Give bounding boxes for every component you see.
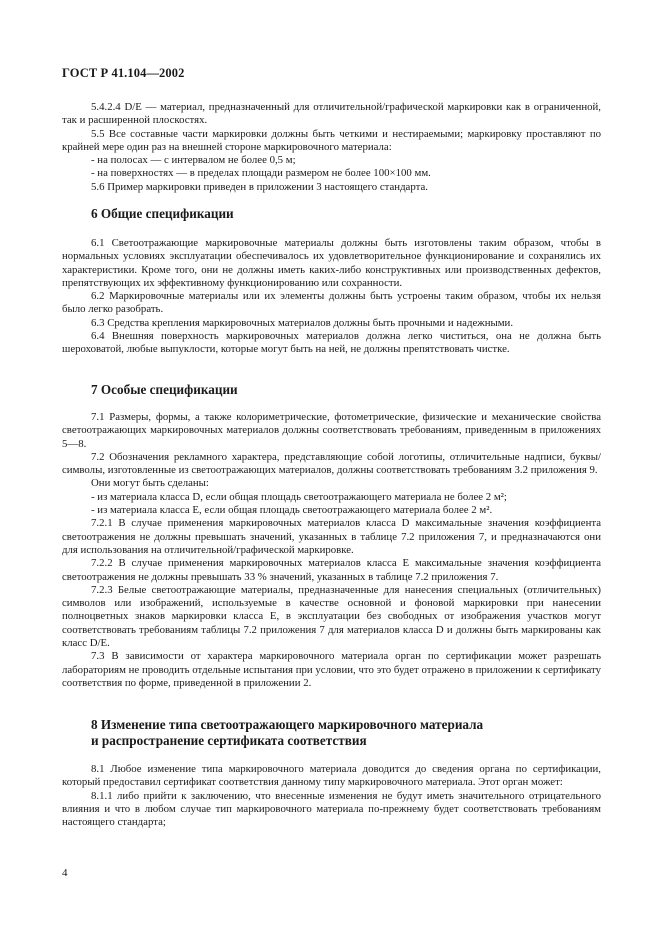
paragraph-6-4: 6.4 Внешняя поверхность маркировочных материалов должна легко чиститься, она не должна быть шероховатой, любые выпуклости, которые могут быть на ней, не должны препятствовать чистке. — [62, 330, 601, 356]
paragraph-5-4-2-4: 5.4.2.4 D/E — материал, предназначенный для отличительной/графической маркировки как в ограниченной, так и расширенной плоскостях. — [62, 101, 601, 127]
section-7-body — [62, 411, 601, 690]
section-5-continuation — [62, 101, 601, 194]
document-header: ГОСТ Р 41.104—2002 — [62, 66, 185, 80]
paragraph-6-1: 6.1 Светоотражающие маркировочные материалы должны быть изготовлены таким образом, чтобы в нормальных условиях эксплуатации обеспечивалось их удовлетворительное функционирование и сохранялись их характеристики. Кроме того, они не должны иметь каких-либо конструктивных или производственных дефектов, препятствующих их эффективному функционированию или сохранности. — [62, 237, 601, 289]
paragraph-7-2-2: 7.2.2 В случае применения маркировочных материалов класса Е максимальные значения коэффициента светоотражения не должны превышать 33 % значений, указанных в таблице 7.2 приложения 7. — [62, 557, 601, 583]
paragraph-7-2: 7.2 Обозначения рекламного характера, представляющие собой логотипы, отличительные надписи, буквы/символы, изготовленные из светоотражающих материалов, должны соответствовать требованиям 3.2 приложения 9. — [62, 450, 601, 477]
list-item: - на полосах — с интервалом не более 0,5 м; — [91, 154, 296, 167]
paragraph-8-1-1: 8.1.1 либо прийти к заключению, что внесенные изменения не будут иметь значительного отрицательного влияния и что в любом случае тип маркировочного материала по-прежнему будет соответствовать требованиям настоящего стандарта; — [62, 789, 601, 829]
paragraph-7-2-3: 7.2.3 Белые светоотражающие материалы, предназначенные для нанесения специальных (отличительных) символов или изображений, используемые в качестве основной и фоновой маркировки при нанесении полноцветных знаков маркировки класса Е, в эксплуатации без свободных от изображения участков могут соответствовать требованиям таблицы 7.2 приложения 7 для материалов класса D и должны быть маркированы как класс D/E. — [62, 583, 601, 650]
section-8-heading-line-2: и распространение сертификата соответствия — [91, 732, 367, 748]
paragraph-7-2-intro: Они могут быть сделаны: — [91, 477, 209, 490]
section-6-heading-wrap — [62, 206, 601, 222]
section-8-body — [62, 763, 601, 829]
paragraph-7-2-1: 7.2.1 В случае применения маркировочных материалов класса D максимальные значения коэффициента светоотражения не должны превышать значений, указанных в таблице 7.2 приложения 7, и предназначаются они для использования на отличительной/графической маркировке. — [62, 517, 601, 556]
list-item: - на поверхностях — в пределах площади размером не более 100×100 мм. — [91, 167, 431, 180]
section-8-heading-wrap — [62, 717, 601, 748]
list-item: - из материала класса Е, если общая площадь светоотражающего материала более 2 м². — [91, 504, 493, 517]
section-6-heading: 6 Общие спецификации — [91, 206, 234, 221]
paragraph-8-1: 8.1 Любое изменение типа маркировочного материала доводится до сведения органа по сертификации, который предоставил сертификат соответствия данному типу маркировочного материала. Этот орган может: — [62, 763, 601, 789]
section-7-heading-wrap — [62, 382, 601, 398]
paragraph-5-5: 5.5 Все составные части маркировки должны быть четкими и нестираемыми; маркировку проставляют по крайней мере один раз на внешней стороне маркировочного материала: — [62, 127, 601, 153]
paragraph-6-2: 6.2 Маркировочные материалы или их элементы должны быть устроены таким образом, чтобы их нельзя было легко разобрать. — [62, 290, 601, 316]
paragraph-7-1: 7.1 Размеры, формы, а также колориметрические, фотометрические, физические и механические свойства светоотражающих маркировочных материалов должны соответствовать требованиям, приведенным в приложениях 5—8. — [62, 411, 601, 450]
section-8-heading-line-1: 8 Изменение типа светоотражающего маркировочного материала — [91, 717, 484, 732]
paragraph-6-3: 6.3 Средства крепления маркировочных материалов должны быть прочными и надежными. — [91, 316, 514, 329]
paragraph-7-3: 7.3 В зависимости от характера маркировочного материала орган по сертификации может разрешать лабораториям не проводить отдельные испытания при условии, что это будет отражено в приложении к сертификату соответствия по форме, приведенной в приложении 2. — [62, 650, 601, 689]
section-6-body — [62, 237, 601, 357]
paragraph-5-6: 5.6 Пример маркировки приведен в приложении 3 настоящего стандарта. — [91, 180, 428, 193]
section-7-heading: 7 Особые спецификации — [91, 382, 238, 397]
page-number: 4 — [62, 867, 68, 879]
list-item: - из материала класса D, если общая площадь светоотражающего материала не более 2 м²; — [91, 490, 507, 503]
